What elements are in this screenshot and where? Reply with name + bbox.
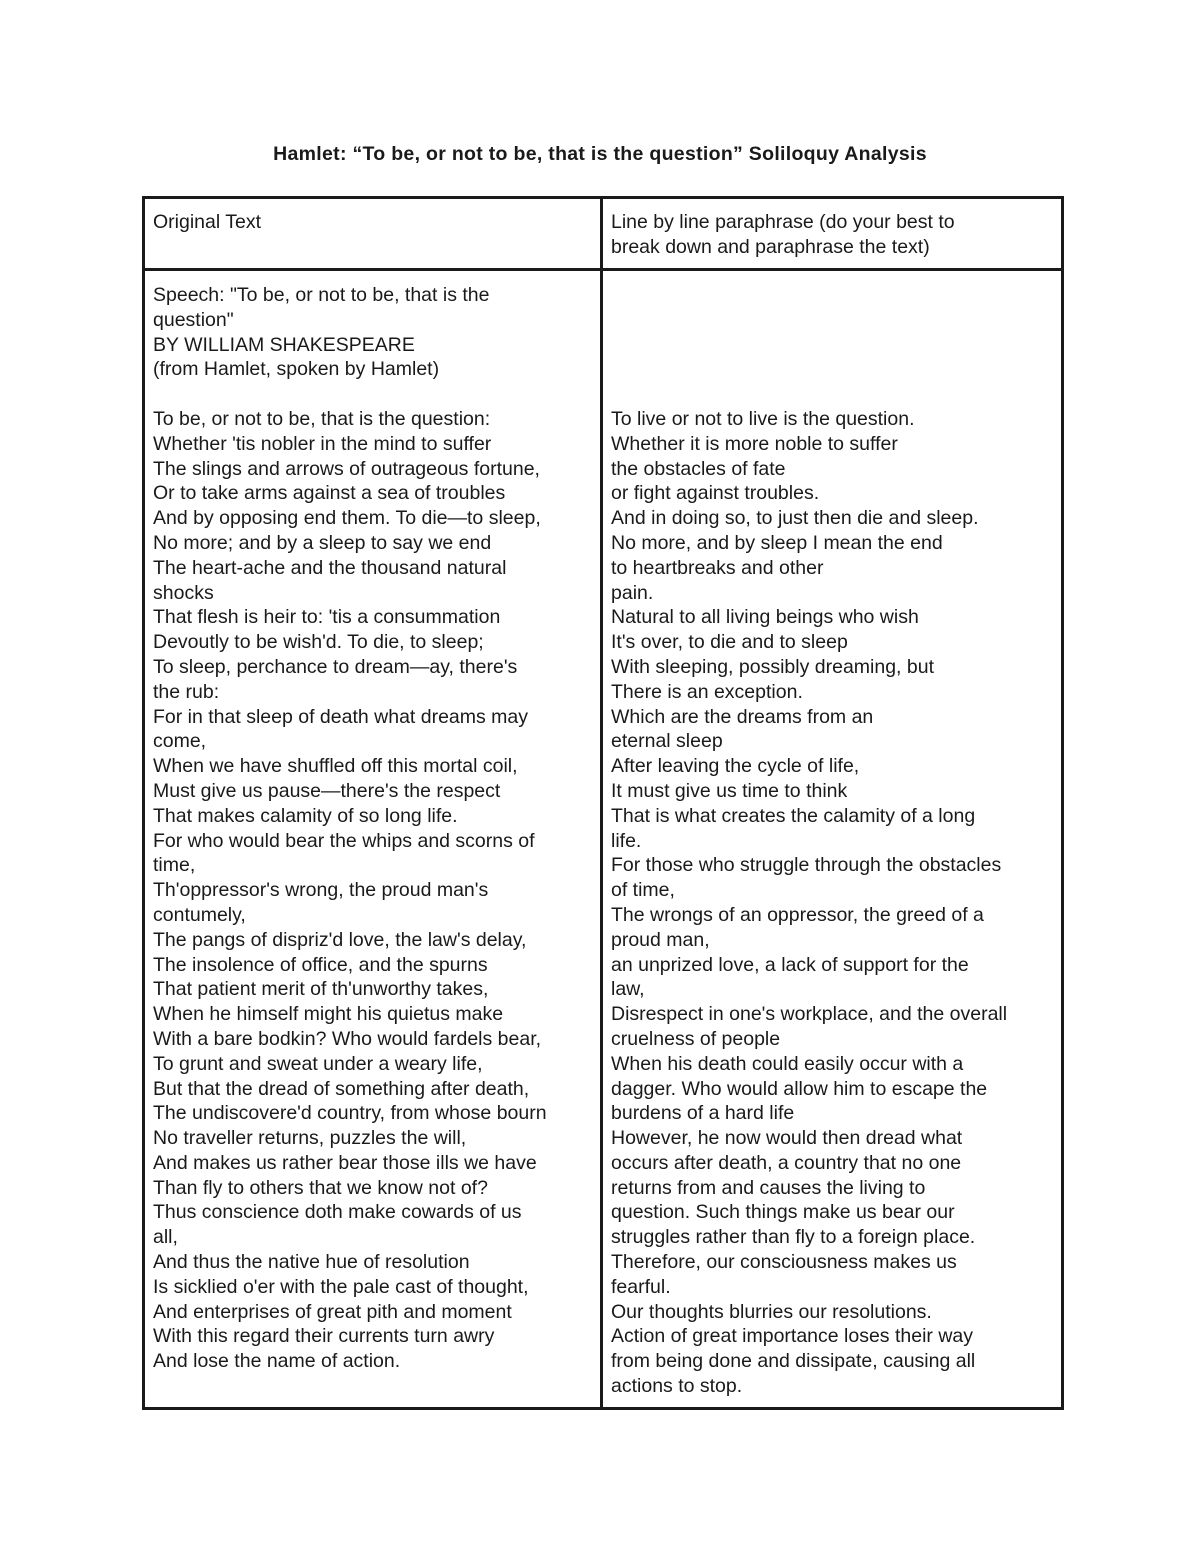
text-line: question" [153, 308, 234, 331]
text-line: For in that sleep of death what dreams may [153, 705, 529, 728]
text-line: come, [153, 730, 207, 753]
text-line: Line by line paraphrase (do your best to [611, 211, 955, 233]
text-line: No more; and by a sleep to say we end [153, 531, 492, 554]
text-line: pain. [611, 581, 654, 604]
text-line: No more, and by sleep I mean the end [611, 531, 943, 554]
paraphrase-cell [602, 270, 1063, 1409]
original-text-cell [144, 270, 602, 1409]
text-line [611, 308, 1053, 333]
text-line: burdens of a hard life [611, 1102, 795, 1125]
text-line: The undiscovere'd country, from whose bourn [153, 1102, 547, 1125]
header-paraphrase [602, 198, 1063, 270]
text-line: It must give us time to think [611, 779, 848, 802]
text-line: or fight against troubles. [611, 482, 820, 505]
text-line: Speech: "To be, or not to be, that is the [153, 284, 490, 306]
table-body-row [144, 270, 1063, 1409]
text-line: And thus the native hue of resolution [153, 1251, 470, 1274]
text-line: It's over, to die and to sleep [611, 631, 848, 654]
text-line: And in doing so, to just then die and sleep. [611, 507, 979, 530]
text-line: (from Hamlet, spoken by Hamlet) [153, 358, 440, 381]
text-line: occurs after death, a country that no one [611, 1151, 962, 1174]
text-line: When his death could easily occur with a [611, 1052, 964, 1075]
text-line: To be, or not to be, that is the question: [153, 407, 491, 430]
text-line: of time, [611, 879, 675, 902]
text-line: That is what creates the calamity of a long [611, 804, 976, 827]
text-line: returns from and causes the living to [611, 1176, 926, 1199]
text-line: dagger. Who would allow him to escape the [611, 1077, 988, 1100]
text-line: time, [153, 854, 196, 877]
text-line: To live or not to live is the question. [611, 407, 915, 430]
text-line: There is an exception. [611, 680, 803, 703]
text-line: And by opposing end them. To die—to sleep, [153, 507, 541, 530]
text-line: And lose the name of action. [153, 1350, 401, 1373]
original-text-lines [153, 283, 592, 1374]
text-line: When we have shuffled off this mortal coil, [153, 755, 518, 778]
text-line: The wrongs of an oppressor, the greed of a [611, 903, 984, 926]
text-line: With this regard their currents turn awry [153, 1325, 495, 1348]
text-line: Therefore, our consciousness makes us [611, 1251, 957, 1274]
text-line: Than fly to others that we know not of? [153, 1176, 488, 1199]
page-title: Hamlet: “To be, or not to be, that is the question” Soliloquy Analysis [273, 143, 927, 165]
text-line: contumely, [153, 903, 246, 926]
text-line: And enterprises of great pith and moment [153, 1300, 512, 1323]
text-line: The slings and arrows of outrageous fortune, [153, 457, 540, 480]
text-line: For who would bear the whips and scorns of [153, 829, 535, 852]
text-line: No traveller returns, puzzles the will, [153, 1127, 467, 1150]
text-line: The insolence of office, and the spurns [153, 953, 488, 976]
analysis-table [142, 196, 1064, 1410]
text-line: struggles rather than fly to a foreign place. [611, 1226, 976, 1249]
paraphrase-lines [611, 283, 1053, 1399]
text-line: To grunt and sweat under a weary life, [153, 1052, 483, 1075]
text-line [611, 283, 1053, 308]
text-line: And makes us rather bear those ills we have [153, 1151, 537, 1174]
text-line: cruelness of people [611, 1027, 781, 1050]
text-line: That patient merit of th'unworthy takes, [153, 978, 489, 1001]
text-line: question. Such things make us bear our [611, 1201, 955, 1224]
text-line: Whether 'tis nobler in the mind to suffer [153, 432, 492, 455]
text-line [611, 357, 1053, 382]
text-line: That makes calamity of so long life. [153, 804, 458, 827]
text-line: Or to take arms against a sea of troubles [153, 482, 506, 505]
text-line: proud man, [611, 928, 710, 951]
text-line: Action of great importance loses their way [611, 1325, 974, 1348]
text-line: eternal sleep [611, 730, 723, 753]
text-line: That flesh is heir to: 'tis a consummation [153, 606, 501, 629]
text-line: Which are the dreams from an [611, 705, 874, 728]
text-line: the obstacles of fate [611, 457, 786, 480]
header-paraphrase-lines [611, 210, 1053, 260]
text-line: Must give us pause—there's the respect [153, 779, 501, 802]
text-line: to heartbreaks and other [611, 556, 824, 579]
text-line: With a bare bodkin? Who would fardels bear, [153, 1027, 542, 1050]
text-line: When he himself might his quietus make [153, 1003, 504, 1026]
text-line: Original Text [153, 211, 262, 233]
text-line: Thus conscience doth make cowards of us [153, 1201, 522, 1224]
text-line [611, 333, 1053, 358]
text-line: The pangs of dispriz'd love, the law's delay, [153, 928, 527, 951]
text-line: Is sicklied o'er with the pale cast of thought, [153, 1275, 529, 1298]
text-line: Disrespect in one's workplace, and the overall [611, 1003, 1008, 1026]
text-line: To sleep, perchance to dream—ay, there's [153, 655, 518, 678]
text-line: BY WILLIAM SHAKESPEARE [153, 333, 415, 356]
text-line: law, [611, 978, 645, 1001]
text-line: life. [611, 829, 642, 852]
text-line: all, [153, 1226, 178, 1249]
text-line: Whether it is more noble to suffer [611, 432, 898, 455]
text-line: But that the dread of something after death, [153, 1077, 530, 1100]
text-line: Our thoughts blurries our resolutions. [611, 1300, 932, 1323]
text-line [153, 382, 592, 407]
text-line: actions to stop. [611, 1375, 743, 1398]
text-line [611, 382, 1053, 407]
text-line: the rub: [153, 680, 220, 703]
text-line: fearful. [611, 1275, 671, 1298]
text-line: The heart-ache and the thousand natural [153, 556, 507, 579]
text-line: shocks [153, 581, 214, 604]
text-line: After leaving the cycle of life, [611, 755, 860, 778]
text-line: However, he now would then dread what [611, 1127, 963, 1150]
header-original-text-lines [153, 210, 592, 235]
text-line: an unprized love, a lack of support for the [611, 953, 969, 976]
table-header-row [144, 198, 1063, 270]
text-line: from being done and dissipate, causing all [611, 1350, 976, 1373]
text-line: Natural to all living beings who wish [611, 606, 919, 629]
text-line: For those who struggle through the obstacles [611, 854, 1002, 877]
text-line: With sleeping, possibly dreaming, but [611, 655, 934, 678]
header-original-text [144, 198, 602, 270]
text-line: break down and paraphrase the text) [611, 235, 930, 258]
text-line: Th'oppressor's wrong, the proud man's [153, 879, 489, 902]
text-line: Devoutly to be wish'd. To die, to sleep; [153, 631, 484, 654]
